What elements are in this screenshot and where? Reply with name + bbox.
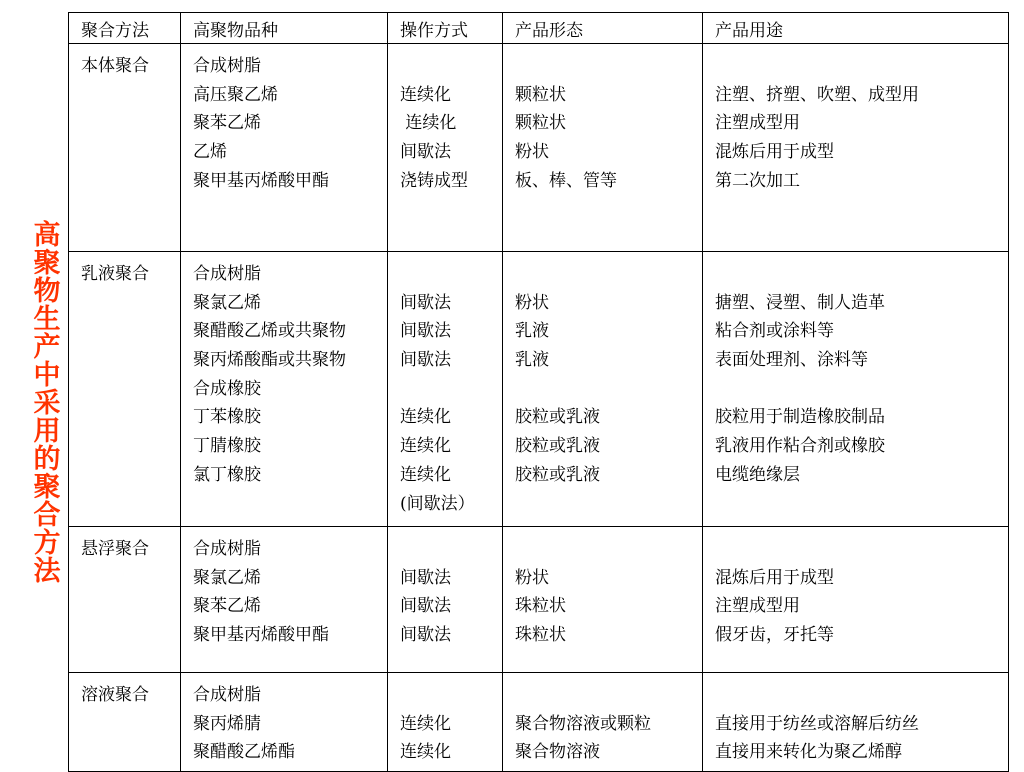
use-line (715, 535, 1008, 564)
form-cell (503, 527, 703, 673)
form-line (515, 375, 702, 404)
use-line (715, 375, 1008, 404)
use-line: 直接用于纺丝或溶解后纺丝 (715, 713, 919, 734)
method-cell (69, 252, 181, 527)
operation-line: 连续化 (400, 436, 451, 457)
form-line: 粉状 (515, 142, 549, 163)
polymer-cell (181, 252, 388, 527)
polymer-line: 聚醋酸乙烯酯 (193, 742, 295, 763)
operation-line: 连续化 (400, 713, 451, 734)
header-operation: 操作方式 (388, 13, 503, 44)
operation-cell (388, 44, 503, 252)
polymer-line: 高压聚乙烯 (193, 84, 278, 105)
operation-line: (间歇法） (400, 493, 475, 514)
operation-line: 间歇法 (400, 596, 451, 617)
form-cell (503, 252, 703, 527)
form-line: 珠粒状 (515, 596, 566, 617)
operation-line: 间歇法 (400, 142, 451, 163)
form-line (515, 535, 702, 564)
form-line: 胶粒或乳液 (515, 464, 600, 485)
use-cell (703, 673, 1009, 772)
polymer-line: 聚醋酸乙烯或共聚物 (193, 321, 346, 342)
use-line: 直接用来转化为聚乙烯醇 (715, 742, 902, 763)
header-use: 产品用途 (703, 13, 1009, 44)
table-row (69, 527, 1009, 673)
form-line: 乳液 (515, 350, 549, 371)
operation-line (400, 375, 502, 404)
polymer-line: 丁苯橡胶 (193, 407, 261, 428)
operation-line (400, 260, 502, 289)
form-line: 胶粒或乳液 (515, 407, 600, 428)
polymer-line: 合成橡胶 (193, 378, 261, 399)
use-line: 注塑成型用 (715, 596, 800, 617)
operation-line: 连续化 (400, 113, 457, 134)
form-line: 乳液 (515, 321, 549, 342)
polymerization-table (68, 12, 1009, 772)
side-title-text: 高聚物生产中采用的聚合方法 (28, 220, 60, 584)
polymer-line: 合成树脂 (193, 264, 261, 284)
use-line: 胶粒用于制造橡胶制品 (715, 407, 885, 428)
method-label: 本体聚合 (81, 56, 149, 76)
use-line: 注塑、挤塑、吹塑、成型用 (715, 84, 919, 105)
use-cell (703, 44, 1009, 252)
side-title (18, 172, 70, 632)
operation-line: 间歇法 (400, 321, 451, 342)
operation-line: 浇铸成型 (400, 170, 468, 191)
use-line: 注塑成型用 (715, 113, 800, 134)
polymer-line: 丁腈橡胶 (193, 436, 261, 457)
form-line: 粉状 (515, 567, 549, 588)
polymer-cell (181, 527, 388, 673)
use-line: 搪塑、浸塑、制人造革 (715, 292, 885, 313)
operation-line (400, 681, 502, 710)
header-method: 聚合方法 (69, 13, 181, 44)
form-line: 聚合物溶液 (515, 742, 600, 763)
polymer-line: 氯丁橡胶 (193, 464, 261, 485)
form-cell (503, 673, 703, 772)
operation-line: 间歇法 (400, 350, 451, 371)
operation-cell (388, 673, 503, 772)
use-line (715, 52, 1008, 81)
form-line: 聚合物溶液或颗粒 (515, 713, 651, 734)
form-line: 粉状 (515, 292, 549, 313)
use-cell (703, 527, 1009, 673)
form-line: 胶粒或乳液 (515, 436, 600, 457)
table-row (69, 673, 1009, 772)
use-line: 乳液用作粘合剂或橡胶 (715, 436, 885, 457)
form-line: 珠粒状 (515, 625, 566, 646)
use-line: 混炼后用于成型 (715, 142, 834, 163)
polymer-line: 聚丙烯腈 (193, 713, 261, 734)
use-line: 混炼后用于成型 (715, 567, 834, 588)
polymer-line: 聚苯乙烯 (193, 113, 261, 134)
polymer-line: 聚氯乙烯 (193, 292, 261, 313)
table-row (69, 44, 1009, 252)
method-cell (69, 673, 181, 772)
polymer-line: 合成树脂 (193, 56, 261, 76)
operation-line: 间歇法 (400, 625, 451, 646)
operation-line: 间歇法 (400, 567, 451, 588)
use-cell (703, 252, 1009, 527)
method-cell (69, 44, 181, 252)
header-polymer: 高聚物品种 (181, 13, 388, 44)
operation-line: 连续化 (400, 742, 451, 763)
polymer-line: 聚丙烯酸酯或共聚物 (193, 350, 346, 371)
polymer-line: 聚甲基丙烯酸甲酯 (193, 625, 329, 646)
table-row (69, 252, 1009, 527)
polymer-cell (181, 673, 388, 772)
polymer-line: 聚甲基丙烯酸甲酯 (193, 170, 329, 191)
method-cell (69, 527, 181, 673)
form-cell (503, 44, 703, 252)
form-line (515, 52, 702, 81)
use-line (715, 260, 1008, 289)
use-line: 表面处理剂、涂料等 (715, 350, 868, 371)
operation-line: 间歇法 (400, 292, 451, 313)
polymer-line: 合成树脂 (193, 685, 261, 705)
use-line: 假牙齿，牙托等 (715, 625, 834, 646)
form-line (515, 260, 702, 289)
polymer-line: 聚苯乙烯 (193, 596, 261, 617)
form-line: 颗粒状 (515, 84, 566, 105)
operation-line (400, 52, 502, 81)
method-label: 溶液聚合 (81, 685, 149, 705)
polymer-line: 聚氯乙烯 (193, 567, 261, 588)
use-line: 粘合剂或涂料等 (715, 321, 834, 342)
method-label: 悬浮聚合 (81, 539, 149, 559)
operation-cell (388, 252, 503, 527)
operation-cell (388, 527, 503, 673)
use-line: 电缆绝缘层 (715, 464, 800, 485)
form-line: 板、棒、管等 (515, 170, 617, 191)
form-line: 颗粒状 (515, 113, 566, 134)
polymer-cell (181, 44, 388, 252)
table-header-row (69, 13, 1009, 44)
operation-line: 连续化 (400, 84, 451, 105)
form-line (515, 681, 702, 710)
polymer-line (193, 490, 387, 519)
header-form: 产品形态 (503, 13, 703, 44)
use-line (715, 490, 1008, 519)
use-line: 第二次加工 (715, 170, 800, 191)
operation-line: 连续化 (400, 407, 451, 428)
polymer-line: 乙烯 (193, 142, 227, 163)
use-line (715, 681, 1008, 710)
form-line (515, 490, 702, 519)
operation-line (400, 535, 502, 564)
method-label: 乳液聚合 (81, 264, 149, 284)
operation-line: 连续化 (400, 464, 451, 485)
polymer-line: 合成树脂 (193, 539, 261, 559)
